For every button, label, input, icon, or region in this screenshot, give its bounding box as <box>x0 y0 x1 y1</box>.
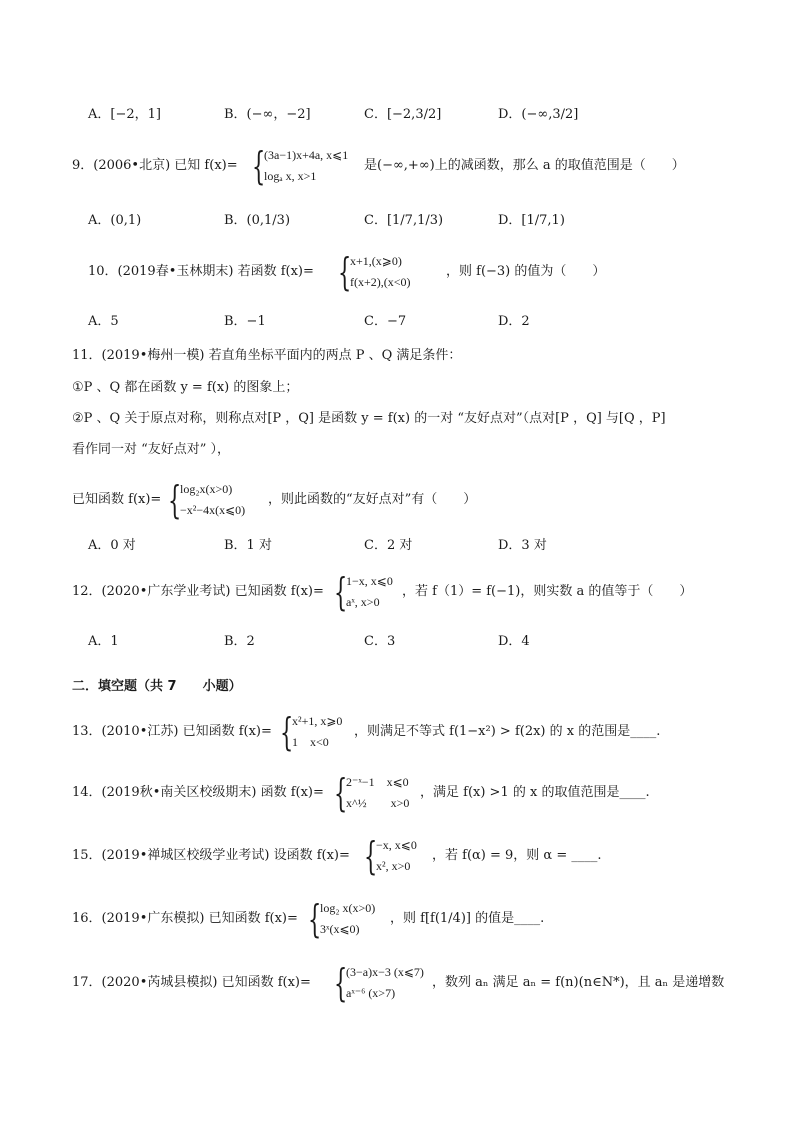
q9-option-a[interactable]: A．(0,1) <box>88 213 142 228</box>
brace-icon: { <box>364 834 378 878</box>
q11-option-b[interactable]: B．1 对 <box>224 538 272 553</box>
q8-options <box>0 105 794 125</box>
q9-option-b[interactable]: B．(0,1/3) <box>224 213 291 228</box>
q16-case-2: 3ˣ(x⩽0) <box>320 922 360 936</box>
q13-case-2: 1 x<0 <box>292 735 329 749</box>
q8-option-d[interactable]: D．(−∞,3/2] <box>498 107 579 122</box>
q14-prefix: 14．(2019秋•南关区校级期末) 函数 f(x)= <box>72 785 324 800</box>
question-14 <box>72 771 752 815</box>
q16-suffix: ，则 f[f(1/4)] 的值是____. <box>390 911 545 926</box>
q12-options <box>0 632 794 652</box>
q9-case-2: logₐ x, x>1 <box>264 169 317 183</box>
question-15 <box>72 834 752 878</box>
q9-option-d[interactable]: D．[1/7,1) <box>498 213 565 228</box>
brace-icon: { <box>334 771 348 815</box>
q17-suffix: ，数列 aₙ 满足 aₙ = f(n)(n∈N*)，且 aₙ 是递增数 <box>432 975 725 990</box>
q12-case-2: aˣ, x>0 <box>346 595 380 609</box>
q11-line-3: ②P 、Q 关于原点对称，则称点对[P ，Q] 是函数 y = f(x) 的一对 “友好点对”（点对[P ，Q] 与[Q ，P] <box>72 411 666 426</box>
q17-case-2: aˣ⁻⁶ (x>7) <box>346 986 396 1000</box>
q15-case-1: −x, x⩽0 <box>376 838 417 852</box>
q11-line-1: 11．(2019•梅州一模) 若直角坐标平面内的两点 P 、Q 满足条件： <box>72 348 462 363</box>
q14-suffix: ，满足 f(x) >1 的 x 的取值范围是____. <box>420 785 650 800</box>
q10-case-2: f(x+2),(x<0) <box>350 275 411 289</box>
q9-prefix: 9．(2006•北京) 已知 f(x)= <box>72 158 238 173</box>
brace-icon: { <box>252 144 266 188</box>
brace-icon: { <box>334 961 348 1005</box>
q10-suffix: ，则 f(−3) 的值为（ ） <box>446 264 606 279</box>
q8-option-b[interactable]: B．(−∞，−2] <box>224 107 311 122</box>
q13-prefix: 13．(2010•江苏) 已知函数 f(x)= <box>72 724 272 739</box>
q15-suffix: ，若 f(α) = 9，则 α = ____. <box>432 848 602 863</box>
q11-option-d[interactable]: D．3 对 <box>498 538 547 553</box>
q14-case-1: 2⁻ˣ−1 x⩽0 <box>346 775 409 789</box>
question-12 <box>72 570 752 614</box>
q10-option-c[interactable]: C．−7 <box>364 314 407 329</box>
brace-icon: { <box>338 250 352 294</box>
q15-prefix: 15．(2019•禅城区校级学业考试) 设函数 f(x)= <box>72 848 350 863</box>
q11-line-4: 看作同一对 “友好点对” ）， <box>72 442 231 457</box>
q17-prefix: 17．(2020•芮城县模拟) 已知函数 f(x)= <box>72 975 311 990</box>
q10-option-a[interactable]: A．5 <box>88 314 119 329</box>
q8-option-c[interactable]: C．[−2,3/2] <box>364 107 442 122</box>
brace-icon: { <box>334 570 348 614</box>
q12-option-b[interactable]: B．2 <box>224 634 255 649</box>
q13-case-1: x²+1, x⩾0 <box>292 714 343 728</box>
q11-option-c[interactable]: C．2 对 <box>364 538 413 553</box>
q8-option-a[interactable]: A．[−2，1] <box>88 107 161 122</box>
q9-case-1: (3a−1)x+4a, x⩽1 <box>264 148 349 162</box>
q12-option-a[interactable]: A．1 <box>88 634 119 649</box>
question-9 <box>72 144 752 188</box>
q15-case-2: x², x>0 <box>376 859 411 873</box>
q16-case-1: log₂ x(x>0) <box>320 901 376 915</box>
q9-option-c[interactable]: C．[1/7,1/3) <box>364 213 444 228</box>
q11-case-2: −x²−4x(x⩽0) <box>180 503 246 517</box>
question-16 <box>72 897 752 941</box>
q10-option-d[interactable]: D．2 <box>498 314 530 329</box>
q9-suffix: 是(−∞,+∞)上的减函数，那么 a 的取值范围是（ ） <box>364 158 685 173</box>
brace-icon: { <box>308 897 322 941</box>
question-17 <box>72 961 752 1005</box>
q11-case-1: log₂x(x>0) <box>180 482 233 496</box>
q10-options <box>0 312 794 332</box>
q11-line-2: ①P 、Q 都在函数 y = f(x) 的图象上； <box>72 380 299 395</box>
q11-suffix: ，则此函数的“友好点对”有（ ） <box>268 492 477 507</box>
q10-prefix: 10．(2019春•玉林期末) 若函数 f(x)= <box>88 264 314 279</box>
brace-icon: { <box>280 710 294 754</box>
q9-options <box>0 211 794 231</box>
q10-case-1: x+1,(x⩾0) <box>350 254 402 268</box>
q17-case-1: (3−a)x−3 (x⩽7) <box>346 965 424 979</box>
q13-suffix: ，则满足不等式 f(1−x²) > f(2x) 的 x 的范围是____. <box>354 724 661 739</box>
brace-icon: { <box>168 478 182 522</box>
q12-case-1: 1−x, x⩽0 <box>346 574 393 588</box>
q11-option-a[interactable]: A．0 对 <box>88 538 136 553</box>
q12-prefix: 12．(2020•广东学业考试) 已知函数 f(x)= <box>72 584 324 599</box>
q11-options <box>0 536 794 556</box>
q12-option-c[interactable]: C．3 <box>364 634 396 649</box>
question-10 <box>88 250 768 294</box>
question-11-function <box>72 478 752 522</box>
q14-case-2: x^½ x>0 <box>346 796 410 810</box>
question-13 <box>72 710 752 754</box>
q10-option-b[interactable]: B．−1 <box>224 314 266 329</box>
q16-prefix: 16．(2019•广东模拟) 已知函数 f(x)= <box>72 911 298 926</box>
section-title: 二．填空题（共 7 小题） <box>72 679 242 694</box>
q12-suffix: ，若 f（1）= f(−1)，则实数 a 的值等于（ ） <box>402 584 693 599</box>
q11-prefix: 已知函数 f(x)= <box>72 492 162 507</box>
q12-option-d[interactable]: D．4 <box>498 634 530 649</box>
